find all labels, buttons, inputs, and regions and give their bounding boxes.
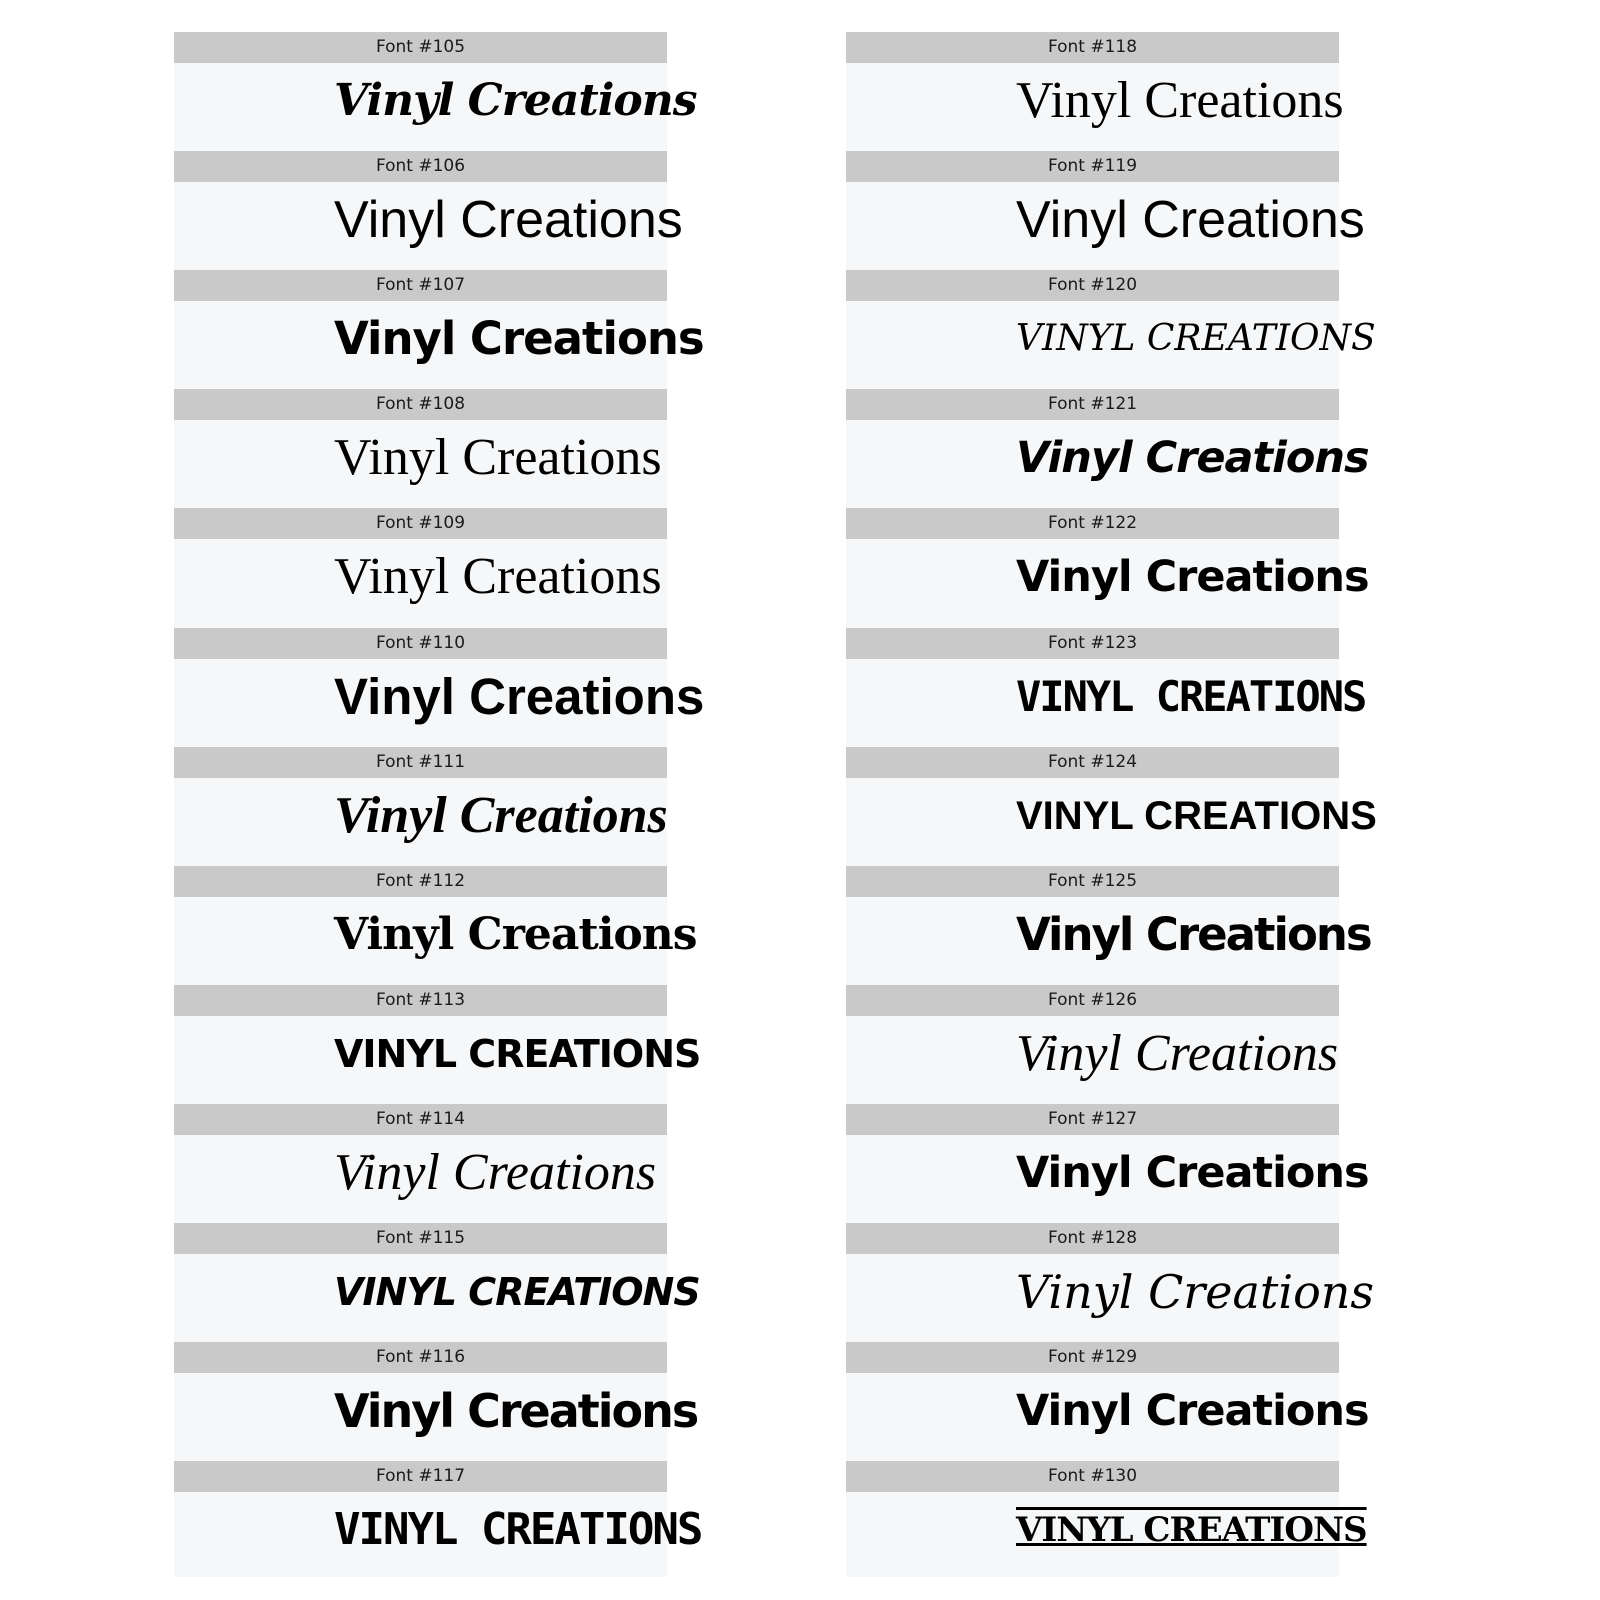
font-label: Font #115: [174, 1223, 667, 1254]
font-label: Font #111: [174, 747, 667, 778]
font-entry: [846, 1461, 1367, 1580]
font-entry: [846, 628, 1366, 747]
font-entry: [846, 1104, 1369, 1223]
font-label: Font #129: [846, 1342, 1339, 1373]
font-entry: [174, 747, 667, 866]
font-entry: [174, 32, 697, 151]
font-sample-text: Vinyl Creations: [1016, 552, 1369, 602]
font-label: Font #122: [846, 508, 1339, 539]
font-sample-text: VINYL CREATIONS: [334, 1032, 701, 1076]
font-sample-text: VINYL CREATIONS: [334, 1270, 700, 1314]
font-label: Font #107: [174, 270, 667, 301]
font-label: Font #113: [174, 985, 667, 1016]
font-entry: [846, 508, 1369, 627]
right-font-column: [846, 32, 1377, 1577]
font-entry: [174, 270, 704, 389]
font-label: Font #109: [174, 508, 667, 539]
font-sample-text: Vinyl Creations: [334, 909, 697, 960]
font-entry: [846, 747, 1377, 866]
font-label: Font #120: [846, 270, 1339, 301]
font-entry: [846, 389, 1369, 508]
font-sample-text: Vinyl Creations: [334, 75, 697, 126]
font-sample-text: Vinyl Creations: [1016, 1025, 1339, 1082]
font-entry: [174, 1342, 698, 1461]
font-label: Font #114: [174, 1104, 667, 1135]
font-sample-text: Vinyl Creations: [334, 548, 662, 605]
font-sample-text: VINYL CREATIONS: [334, 1504, 702, 1555]
font-sample-text: Vinyl Creations: [334, 1144, 657, 1201]
left-font-column: [174, 32, 705, 1577]
font-label: Font #121: [846, 389, 1339, 420]
font-label: Font #110: [174, 628, 667, 659]
font-entry: [174, 866, 697, 985]
font-label: Font #116: [174, 1342, 667, 1373]
font-entry: [846, 1342, 1369, 1461]
font-sample-text: Vinyl Creations: [1016, 908, 1371, 961]
font-sample-text: Vinyl Creations: [1016, 1386, 1369, 1436]
font-entry: [174, 1461, 702, 1580]
font-entry: [846, 985, 1339, 1104]
font-entry: [846, 866, 1371, 985]
font-sample-text: Vinyl Creations: [1016, 433, 1369, 483]
font-label: Font #128: [846, 1223, 1339, 1254]
font-label: Font #124: [846, 747, 1339, 778]
font-label: Font #112: [174, 866, 667, 897]
font-label: Font #125: [846, 866, 1339, 897]
font-sample-text: VINYL CREATIONS: [1016, 318, 1376, 359]
font-sample-text: Vinyl Creations: [334, 191, 683, 249]
font-label: Font #105: [174, 32, 667, 63]
font-sample-text: VINYL CREATIONS: [1016, 1510, 1367, 1550]
font-sample-text: Vinyl Creations: [1016, 191, 1365, 249]
font-sample-text: Vinyl Creations: [334, 787, 668, 844]
font-entry: [174, 1104, 667, 1223]
font-entry: [174, 389, 667, 508]
font-sample-text: VINYL CREATIONS: [1016, 672, 1366, 721]
font-label: Font #108: [174, 389, 667, 420]
font-label: Font #126: [846, 985, 1339, 1016]
font-entry: [174, 151, 683, 270]
font-entry: [846, 151, 1365, 270]
font-entry: [846, 1223, 1375, 1342]
font-sample-text: Vinyl Creations: [1016, 72, 1344, 129]
font-label: Font #118: [846, 32, 1339, 63]
font-sample-text: VINYL CREATIONS: [1016, 794, 1377, 838]
font-sample-text: Vinyl Creations: [334, 668, 705, 725]
font-sample-text: Vinyl Creations: [334, 429, 662, 486]
font-sample-text: Vinyl Creations: [334, 312, 704, 365]
font-label: Font #127: [846, 1104, 1339, 1135]
font-sample-text: Vinyl Creations: [1016, 1148, 1369, 1198]
font-entry: [846, 270, 1376, 389]
font-label: Font #117: [174, 1461, 667, 1492]
font-entry: [846, 32, 1344, 151]
font-label: Font #123: [846, 628, 1339, 659]
font-label: Font #106: [174, 151, 667, 182]
font-label: Font #130: [846, 1461, 1339, 1492]
font-entry: [174, 628, 705, 747]
font-label: Font #119: [846, 151, 1339, 182]
font-sample-text: Vinyl Creations: [334, 1384, 698, 1438]
font-entry: [174, 1223, 700, 1342]
font-entry: [174, 508, 667, 627]
font-sample-text: Vinyl Creations: [1016, 1265, 1375, 1319]
font-entry: [174, 985, 701, 1104]
